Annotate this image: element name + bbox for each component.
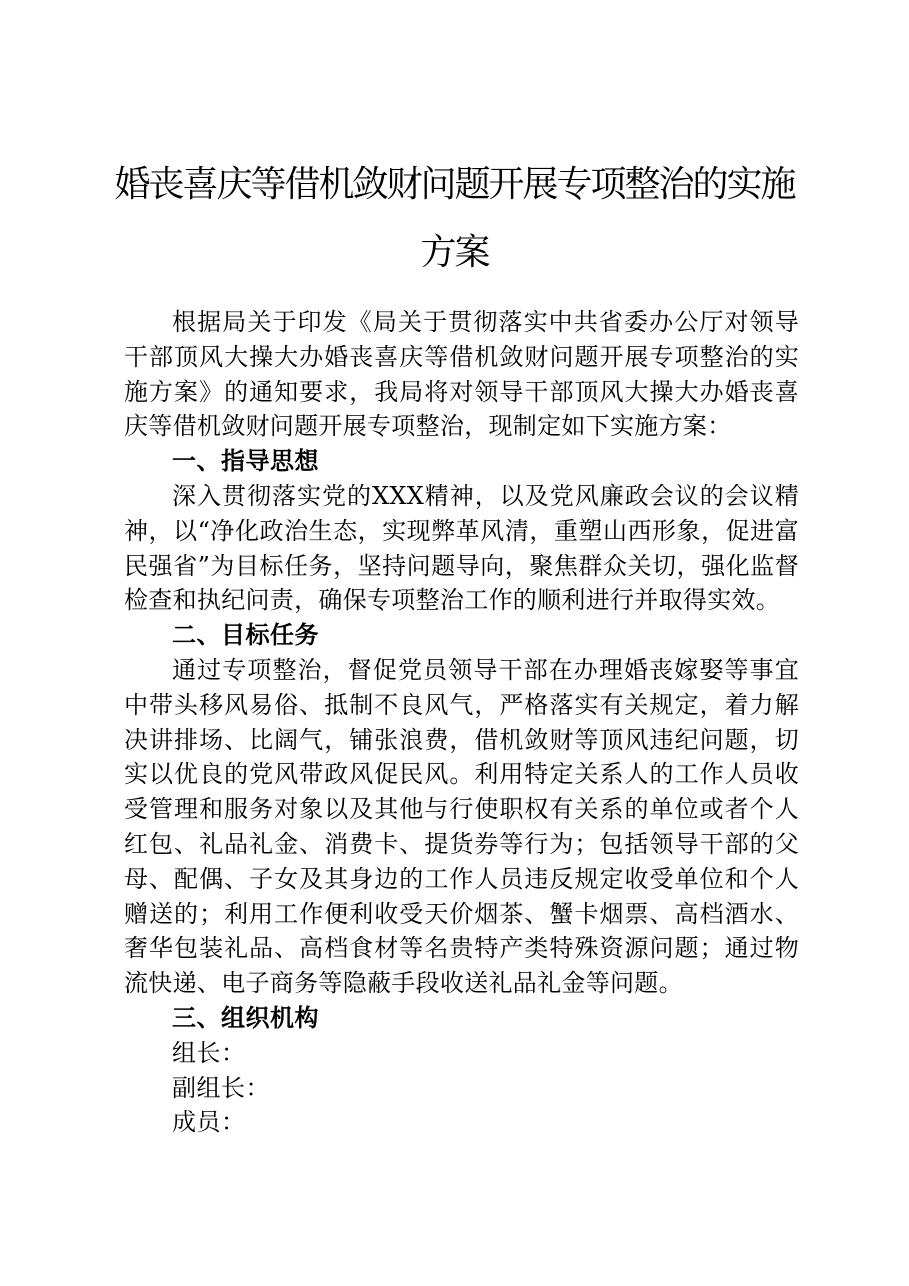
document-body	[124, 305, 799, 1140]
section-heading-objectives: 二、目标任务	[172, 621, 319, 650]
member-line-leader: 组长：	[172, 1038, 246, 1067]
intro-paragraph: 根据局关于印发《局关于贯彻落实中共省委办公厅对领导干部顶风大操大办婚丧喜庆等借机敛财问题开展专项整治的实施方案》的通知要求，我局将对领导干部顶风大操大办婚丧喜庆等借机敛财问题开展专项整治，现制定如下实施方案：	[124, 308, 799, 441]
section-heading-organization: 三、组织机构	[172, 1003, 319, 1032]
document-title-line-1: 婚丧喜庆等借机敛财问题开展专项整治的实施	[114, 164, 795, 205]
section-body-guiding-ideology: 深入贯彻落实党的XXX精神，以及党风廉政会议的会议精神，以“净化政治生态，实现弊革风清，重塑山西形象，促进富民强省”为目标任务，坚持问题导向，聚焦群众关切，强化监督检查和执纪问责，确保专项整治工作的顺利进行并取得实效。	[124, 481, 799, 615]
section-heading-guiding-ideology: 一、指导思想	[172, 447, 319, 476]
document-title-line-2: 方案	[420, 232, 489, 273]
member-line-members: 成员：	[172, 1108, 246, 1137]
section-body-objectives: 通过专项整治，督促党员领导干部在办理婚丧嫁娶等事宜中带头移风易俗、抵制不良风气，严格落实有关规定，着力解决讲排场、比阔气，铺张浪费，借机敛财等顶风违纪问题，切实以优良的党风带政风促民风。利用特定关系人的工作人员收受管理和服务对象以及其他与行使职权有关系的单位或者个人红包、礼品礼金、消费卡、提货券等行为；包括领导干部的父母、配偶、子女及其身边的工作人员违反规定收受单位和个人赠送的；利用工作便利收受天价烟茶、蟹卡烟票、高档酒水、奢华包装礼品、高档食材等名贵特产类特殊资源问题；通过物流快递、电子商务等隐蔽手段收送礼品礼金等问题。	[124, 655, 799, 998]
member-line-deputy-leader: 副组长：	[172, 1073, 270, 1102]
